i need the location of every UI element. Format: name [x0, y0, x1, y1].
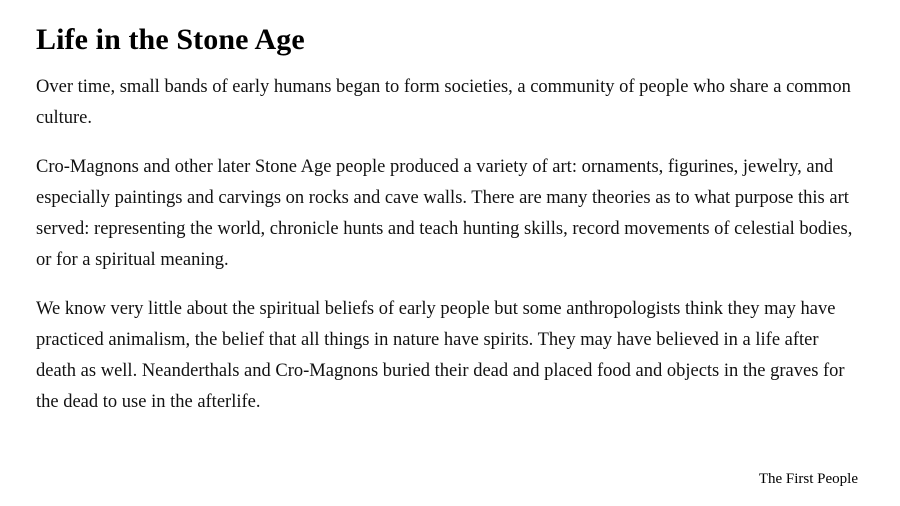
slide-footer: The First People	[758, 471, 858, 487]
page-title: Life in the Stone Age	[36, 23, 305, 56]
body-paragraph-2: Cro-Magnons and other later Stone Age people produced a variety of art: ornaments, figurines, jewelry, and especially paintings and carvings on rocks and cave walls. There are many theories as to what purpose this art served: representing the world, chronicle hunts and teach hunting skills, record movements of celestial bodies, or for a spiritual meaning.	[36, 157, 853, 270]
body-paragraph-1: Over time, small bands of early humans began to form societies, a community of people who share a common culture.	[36, 77, 851, 128]
body-paragraph-3: We know very little about the spiritual beliefs of early people but some anthropologists think they may have practiced animalism, the belief that all things in nature have spirits. They may have believed in a life after death as well. Neanderthals and Cro-Magnons buried their dead and placed food and objects in the graves for the dead to use in the afterlife.	[36, 299, 845, 412]
